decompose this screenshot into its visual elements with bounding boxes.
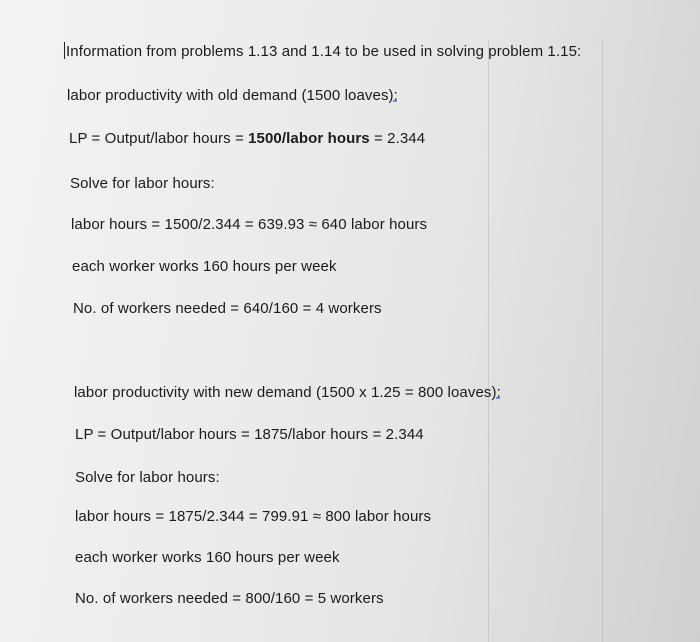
new-workers-needed: No. of workers needed = 800/160 = 5 workers <box>75 590 384 607</box>
old-workers-needed: No. of workers needed = 640/160 = 4 workers <box>73 300 382 317</box>
old-demand-heading: labor productivity with old demand (1500 loaves): <box>67 87 398 104</box>
new-lp-formula: LP = Output/labor hours = 1875/labor hours = 2.344 <box>75 426 424 443</box>
text-cursor <box>64 42 65 59</box>
page-texture-line <box>602 40 603 642</box>
page-texture-line <box>488 40 489 642</box>
old-lp-formula: LP = Output/labor hours = 1500/labor hours = 2.344 <box>69 130 426 147</box>
new-solve-label: Solve for labor hours: <box>75 469 220 486</box>
old-labor-hours: labor hours = 1500/2.344 = 639.93 ≈ 640 labor hours <box>71 216 428 233</box>
intro-line: Information from problems 1.13 and 1.14 to be used in solving problem 1.15: <box>66 43 582 60</box>
new-labor-hours: labor hours = 1875/2.344 = 799.91 ≈ 800 labor hours <box>75 508 432 525</box>
new-hours-per-week: each worker works 160 hours per week <box>75 549 340 566</box>
old-solve-label: Solve for labor hours: <box>70 175 215 192</box>
old-hours-per-week: each worker works 160 hours per week <box>72 258 337 275</box>
new-demand-heading: labor productivity with new demand (1500 x 1.25 = 800 loaves): <box>74 384 501 401</box>
